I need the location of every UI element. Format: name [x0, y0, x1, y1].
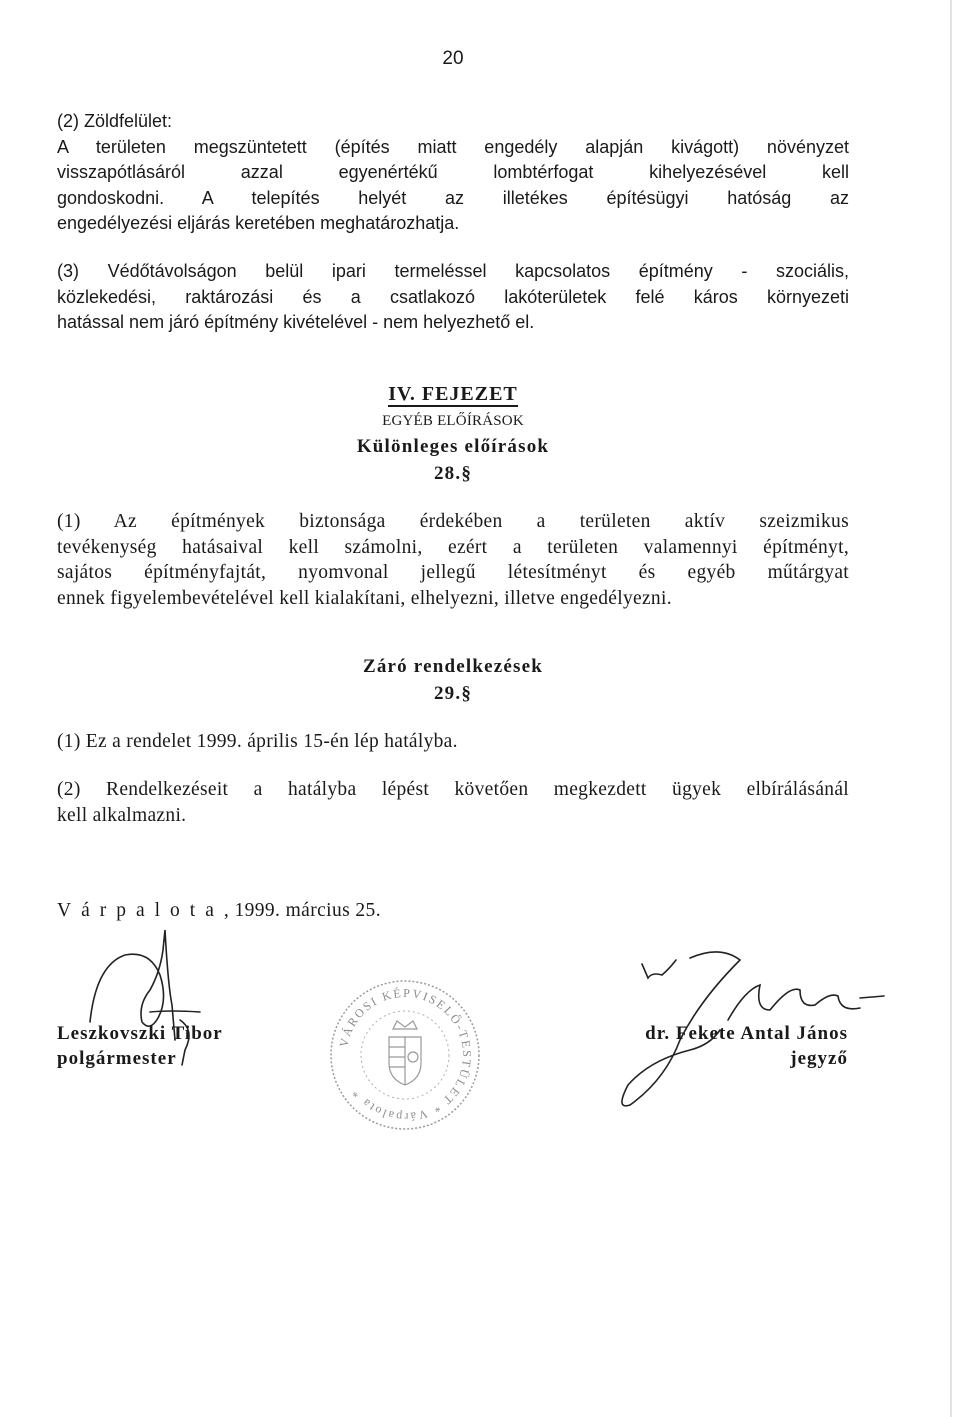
- paragraph-line: (2) Rendelkezéseit a hatályba lépést követően megkezdett ügyek elbírálásánál: [57, 779, 849, 800]
- svg-text:VÁROSI KÉPVISELŐ-TESTÜLET * Vá: VÁROSI KÉPVISELŐ-TESTÜLET * Várpalota *: [336, 985, 475, 1125]
- signatory-title: polgármester: [57, 1048, 177, 1069]
- paragraph-line: ennek figyelembevételével kell kialakítani, elhelyezni, illetve engedélyezni.: [57, 587, 672, 609]
- closing-provisions-heading: Záró rendelkezések: [362, 656, 544, 677]
- signatory-name: Leszkovszki Tibor: [57, 1023, 223, 1044]
- paragraph-29-number: 29.§: [433, 683, 473, 704]
- signatory-title: jegyző: [790, 1048, 848, 1069]
- paragraph-line: gondoskodni. A telepítés helyét az illetékes építésügyi hatóság az: [57, 187, 849, 208]
- paragraph-line: közlekedési, raktározási és a csatlakozó lakóterületek felé káros környezeti: [57, 286, 849, 307]
- paragraph-line: visszapótlásáról azzal egyenértékű lombtérfogat kihelyezésével kell: [57, 162, 849, 182]
- place-name: Várpalota: [57, 900, 224, 921]
- paragraph-28-number: 28.§: [433, 463, 473, 484]
- paragraph-line: hatással nem járó építmény kivételével - nem helyezhető el.: [57, 312, 535, 332]
- notary-signature: [622, 952, 884, 1106]
- paragraph-line: sajátos építményfajtát, nyomvonal jellegű létesítményt és egyéb műtárgyat: [57, 562, 849, 583]
- chapter-title: IV. FEJEZET: [388, 383, 518, 405]
- mayor-signature: [90, 930, 200, 1065]
- paragraph-line: tevékenység hatásaival kell számolni, ezért a területen valamennyi építményt,: [57, 536, 849, 558]
- paragraph-line: (1) Ez a rendelet 1999. április 15-én lép hatályba.: [57, 731, 458, 752]
- special-provisions-heading: Különleges előírások: [356, 436, 550, 457]
- signatory-name: dr. Fekete Antal János: [645, 1023, 848, 1044]
- chapter-subtitle: EGYÉB ELŐÍRÁSOK: [382, 413, 524, 429]
- section-heading: (2) Zöldfelület:: [57, 111, 173, 131]
- page-number: 20: [442, 48, 464, 69]
- paragraph-line: (3) Védőtávolságon belül ipari termeléssel kapcsolatos építmény - szociális,: [57, 261, 849, 281]
- paragraph-line: A területen megszüntetett (építés miatt engedély alapján kivágott) növényzet: [57, 136, 849, 157]
- date-text: , 1999. március 25.: [223, 900, 381, 921]
- paragraph-line: (1) Az építmények biztonsága érdekében a területen aktív szeizmikus: [57, 511, 849, 532]
- paragraph-line: kell alkalmazni.: [57, 804, 187, 826]
- paragraph-line: engedélyezési eljárás keretében meghatározhatja.: [57, 213, 460, 233]
